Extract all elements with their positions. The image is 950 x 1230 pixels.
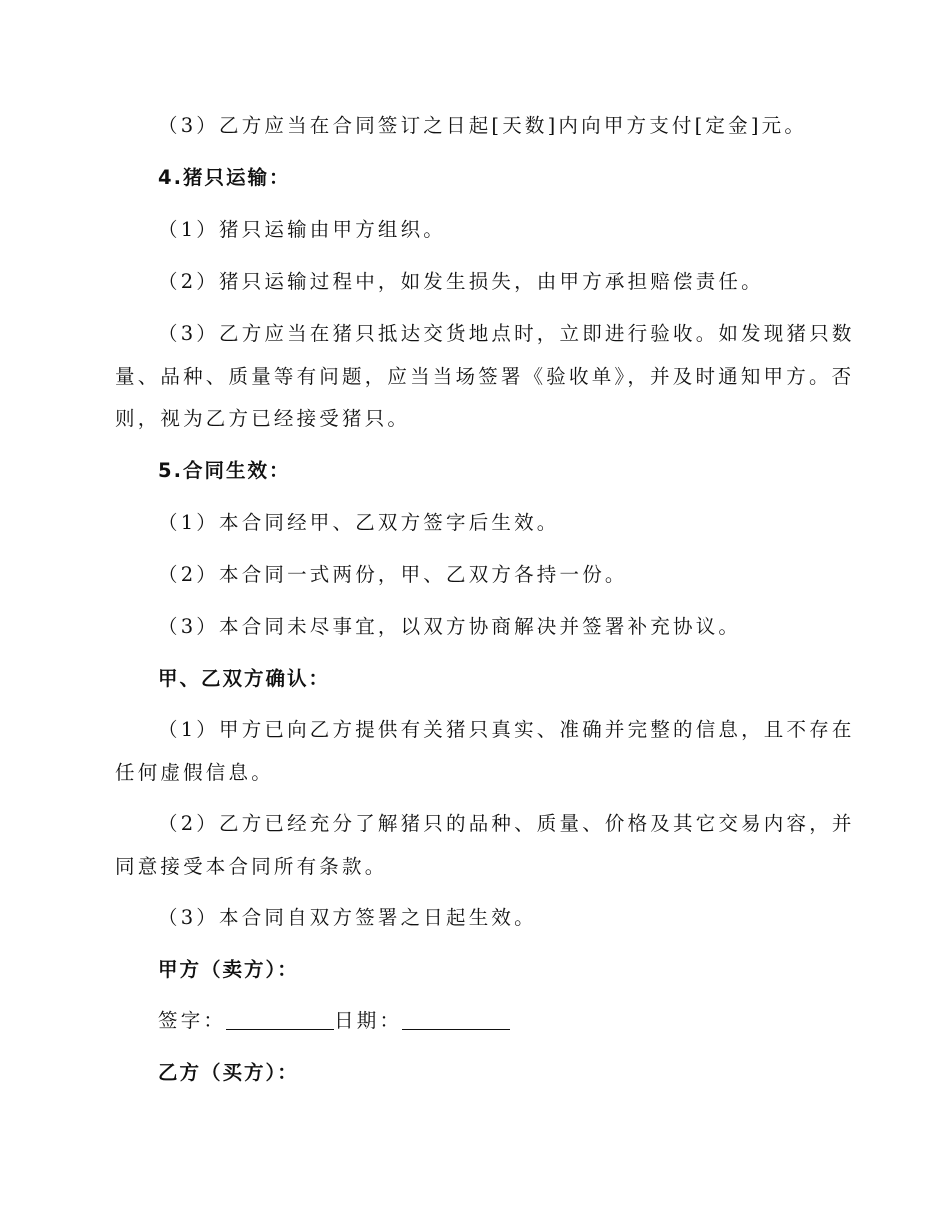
- party-b-heading: 乙方（买方）：: [158, 1061, 299, 1084]
- confirm-1-line-2: 任何虚假信息。: [115, 761, 274, 784]
- clause-4-3-line-1: （3）乙方应当在猪只抵达交货地点时，立即进行验收。如发现猪只数: [158, 322, 855, 345]
- confirm-heading: 甲、乙双方确认：: [158, 667, 331, 690]
- confirm-2-line-1: （2）乙方已经充分了解猪只的品种、质量、价格及其它交易内容，并: [158, 812, 855, 835]
- section-4-heading: 4.猪只运输：: [158, 166, 291, 189]
- confirm-1-line-1: （1）甲方已向乙方提供有关猪只真实、准确并完整的信息，且不存在: [158, 718, 855, 741]
- clause-5-1: （1）本合同经甲、乙双方签字后生效。: [158, 511, 560, 534]
- clause-4-3-line-3: 则，视为乙方已经接受猪只。: [115, 407, 411, 430]
- confirm-2-line-2: 同意接受本合同所有条款。: [115, 855, 388, 878]
- date-blank[interactable]: [402, 1010, 510, 1031]
- party-a-heading: 甲方（卖方）：: [158, 958, 299, 981]
- clause-5-2: （2）本合同一式两份，甲、乙双方各持一份。: [158, 563, 628, 586]
- party-a-signature-row: [158, 999, 873, 1042]
- clause-4-1: （1）猪只运输由甲方组织。: [158, 218, 447, 241]
- clause-4-3-line-2: 量、品种、质量等有问题，应当当场签署《验收单》，并及时通知甲方。否: [115, 365, 855, 388]
- sign-label: 签字：: [158, 1009, 227, 1032]
- date-label: 日期：: [334, 1009, 403, 1032]
- signature-blank[interactable]: [226, 1010, 334, 1031]
- section-5-heading: 5.合同生效：: [158, 459, 291, 482]
- confirm-3: （3）本合同自双方签署之日起生效。: [158, 906, 537, 929]
- clause-5-3: （3）本合同未尽事宜，以双方协商解决并签署补充协议。: [158, 615, 742, 638]
- clause-3-3: （3）乙方应当在合同签订之日起[天数]内向甲方支付[定金]元。: [158, 114, 808, 137]
- clause-4-2: （2）猪只运输过程中，如发生损失，由甲方承担赔偿责任。: [158, 270, 764, 293]
